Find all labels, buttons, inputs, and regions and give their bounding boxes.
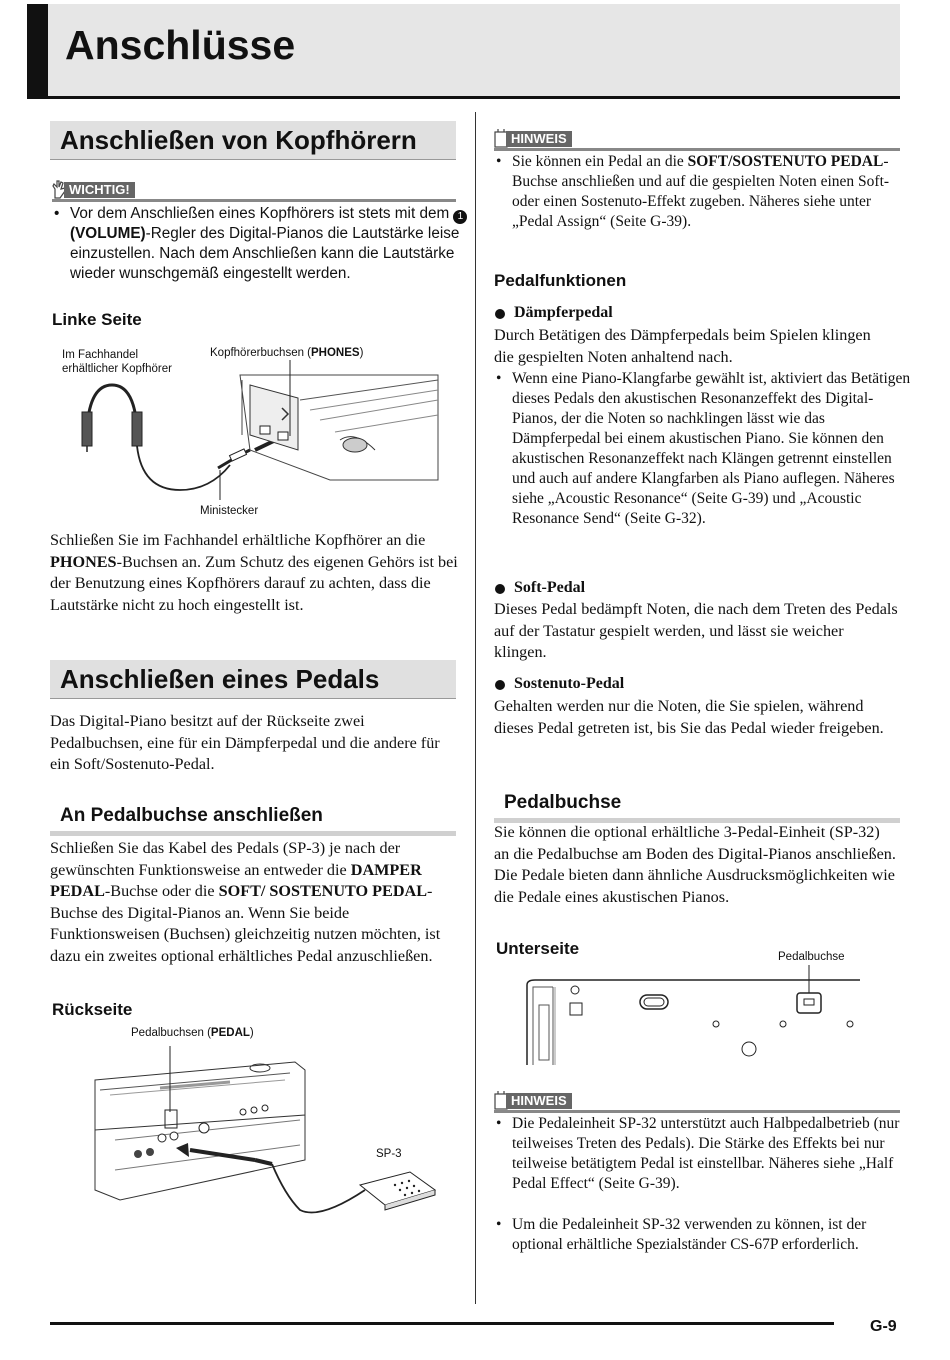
damper-bullet: • Wenn eine Piano-Klangfarbe gewählt ist, aktiviert das Betätigen dieses Pedals den akustischen Resonanzeffekt des Digital-Pianos, der die Noten so nachklingen lässt wie das Dämpferpedal bei einem akustischen Piano. Sie können den akustischen Resonanzeffekt nach Klängen getrennt einstellen und auch auf andere Klangfarben als Piano auflegen. Näheres siehe „Acoustic Resonance“ (Seite G-39) und „Acoustic Resonance Send“ (Seite G-32). xyxy=(494,369,912,529)
warning-bullet xyxy=(52,204,470,284)
caption-text: Kopfhörerbuchsen ( xyxy=(210,347,312,359)
para-text: Schließen Sie das Kabel des Pedals (SP-3) je nach der gewünschten Funktionsweise an entweder die xyxy=(50,839,401,879)
side-label-rear: Rückseite xyxy=(52,1000,133,1019)
rear-panel-illustration xyxy=(50,1040,460,1225)
damper-text: Durch Betätigen des Dämpferpedals beim Spielen klingen die gespielten Noten anhaltend nach. xyxy=(494,326,871,366)
caption-text: Pedalbuchsen ( xyxy=(131,1027,211,1039)
sostenuto-heading: Sostenuto-Pedal xyxy=(494,675,624,693)
page-number: G-9 xyxy=(870,1318,897,1335)
warning-badge-row xyxy=(52,177,456,202)
para-bold: DAMPER PEDAL xyxy=(50,860,422,900)
caption-bold: PHONES xyxy=(311,347,360,359)
caption-headphones: Im Fachhandel erhältlicher Kopfhörer xyxy=(62,349,172,375)
subsection-header-pedal-jack xyxy=(50,798,456,836)
para-text: -Buchse des Digital-Pianos an. Wenn Sie beide Funktionsweisen (Buchsen) gleichzeitig nutzen möchten, ist dazu ein zweites optional erhältliches Pedal anzuschließen. xyxy=(50,882,441,965)
damper-heading: Dämpferpedal xyxy=(494,304,613,322)
note2-bullet-1: • Die Pedaleinheit SP-32 unterstützt auch Halbpedalbetrieb (nur teilweises Treten des Pedals). Die Stärke des Effekts bei nur teilweise betätigtem Pedal ist einstellbar. Näheres siehe „Half Pedal Effect“ (Seite G-39). xyxy=(494,1114,917,1194)
warning-bold: (VOLUME) xyxy=(70,225,146,242)
para-bold: PHONES xyxy=(50,552,117,571)
subsection-title: An Pedalbuchse anschließen xyxy=(60,805,323,826)
volume-number-icon: 1 xyxy=(453,210,467,224)
note-text: Sie können ein Pedal an die xyxy=(512,153,688,170)
section-title: Anschließen von Kopfhörern xyxy=(60,125,417,155)
underside-illustration xyxy=(515,965,865,1070)
caption-pedal-jacks xyxy=(131,1026,254,1040)
side-label-left: Linke Seite xyxy=(52,310,142,329)
warning-text: Vor dem Anschließen eines Kopfhörers ist stets mit dem xyxy=(70,205,454,222)
caption-sp3: SP-3 xyxy=(376,1148,402,1160)
para-text: -Buchsen an. Zum Schutz des eigenen Gehörs ist bei der Benutzung eines Kopfhörers darauf zu achten, dass die Lautstärke nicht zu hoch eingestellt ist. xyxy=(50,552,458,614)
caption-phones-jacks xyxy=(210,346,363,360)
caption-bold: PEDAL xyxy=(210,1027,250,1039)
pedal-functions-heading: Pedalfunktionen xyxy=(494,271,627,290)
column-divider xyxy=(475,112,476,1304)
caption-pedal-jack: Pedalbuchse xyxy=(778,951,845,963)
caption-text: ) xyxy=(249,1027,254,1039)
section-header-headphones xyxy=(50,121,456,160)
section-header-pedal xyxy=(50,660,456,699)
warning-text: -Regler des Digital-Pianos die Lautstärke leise einzustellen. Nach dem Anschließen kann die Lautstärke wieder wunschgemäß eingestellt werden. xyxy=(70,225,460,282)
subsection-header-pedal-jack-right xyxy=(494,785,900,823)
note-badge-row-2 xyxy=(494,1088,900,1113)
note-text: -Buchse anschließen und auf die gespielten Noten einen Soft- oder einen Sostenuto-Effekt zugeben. Näheres siehe unter „Pedal Assign“ (Seite G-39). xyxy=(512,153,890,230)
page-title: Anschlüsse xyxy=(65,22,296,68)
note-bold: SOFT/SOSTENUTO PEDAL xyxy=(687,153,884,170)
note-badge-row-1 xyxy=(494,126,900,151)
pedal-intro: Das Digital-Piano besitzt auf der Rückseite zwei Pedalbuchsen, eine für ein Dämpferpedal und die andere für ein Soft/Sostenuto-Pedal. xyxy=(50,712,440,773)
para-bold: SOFT/ SOSTENUTO PEDAL xyxy=(218,882,428,900)
pedal-jack-text: Sie können die optional erhältliche 3-Pedal-Einheit (SP-32) an die Pedalbuchse am Boden des Digital-Pianos anschließen. Die Pedale bieten dann ähnliche Ausdrucksmöglichkeiten wie die Pedale eines akustischen Pianos. xyxy=(494,823,896,906)
header-bar xyxy=(27,4,48,99)
headphones-paragraph xyxy=(50,530,460,616)
note-bullet xyxy=(494,152,912,232)
section-title: Anschließen eines Pedals xyxy=(60,664,380,694)
soft-text: Dieses Pedal bedämpft Noten, die nach dem Treten des Pedals auf der Tastatur gespielt werden, und lässt sie weicher klingen. xyxy=(494,600,898,661)
note-badge: HINWEIS xyxy=(506,131,572,147)
soft-heading: Soft-Pedal xyxy=(494,579,585,597)
note-badge: HINWEIS xyxy=(506,1093,572,1109)
caption-miniplug: Ministecker xyxy=(200,505,259,517)
note2-bullet-2: • Um die Pedaleinheit SP-32 verwenden zu können, ist der optional erhältliche Spezialständer CS-67P erforderlich. xyxy=(494,1215,912,1255)
pedal-body xyxy=(50,838,460,967)
subsection-title: Pedalbuchse xyxy=(504,792,622,813)
warning-badge: WICHTIG! xyxy=(64,182,135,198)
para-text: Schließen Sie im Fachhandel erhältliche Kopfhörer an die xyxy=(50,531,426,549)
sostenuto-text: Gehalten werden nur die Noten, die Sie spielen, während dieses Pedal getreten ist, bis Sie das Pedal wieder freigeben. xyxy=(494,697,884,737)
caption-text: ) xyxy=(359,347,364,359)
underside-label: Unterseite xyxy=(496,939,580,958)
footer-rule xyxy=(50,1322,834,1325)
page-header xyxy=(27,4,900,99)
para-text: -Buchse oder die xyxy=(104,882,219,900)
